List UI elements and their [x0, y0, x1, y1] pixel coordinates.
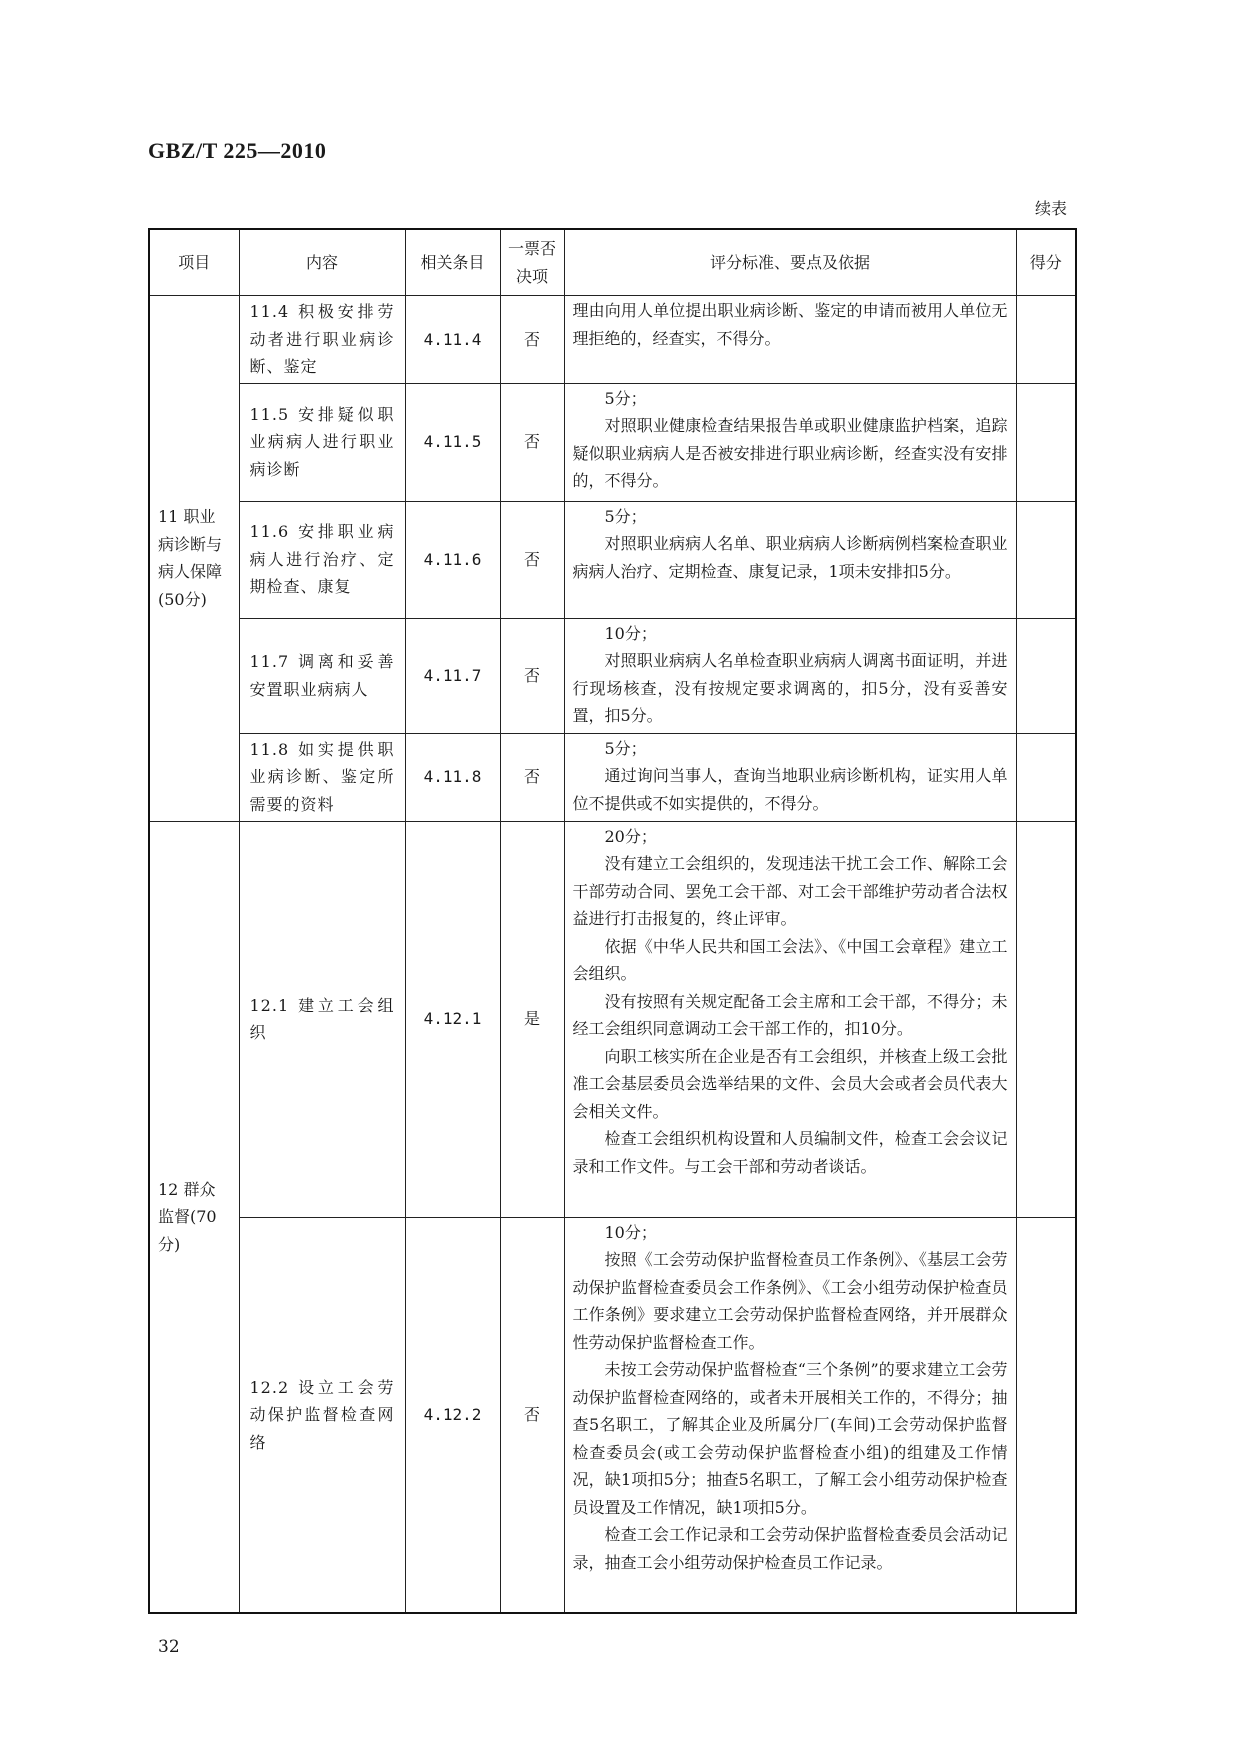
- clause-cell: 4.11.8: [405, 733, 500, 821]
- criteria-paragraph: 没有按照有关规定配备工会主席和工会干部，不得分；未经工会组织同意调动工会干部工作的，扣10分。: [572, 991, 1008, 1039]
- table-row: [149, 383, 1076, 501]
- criteria-cell: [564, 501, 1016, 618]
- table-row: [149, 821, 1076, 1217]
- criteria-paragraph: 检查工会组织机构设置和人员编制文件，检查工会会议记录和工作文件。与工会干部和劳动者谈话。: [572, 1129, 1008, 1176]
- table-row: [149, 733, 1076, 821]
- clause-cell: 4.12.1: [405, 821, 500, 1217]
- criteria-paragraph: 对照职业健康检查结果报告单或职业健康监护档案，追踪疑似职业病病人是否被安排进行职业病诊断，经查实没有安排的，不得分。: [572, 416, 1008, 491]
- clause-cell: 4.11.7: [405, 618, 500, 733]
- content-cell: 11.6 安排职业病病人进行治疗、定期检查、康复: [239, 501, 405, 618]
- criteria-paragraph: 20分；: [604, 826, 657, 846]
- score-cell: [1016, 383, 1076, 501]
- criteria-paragraph: 5分；: [604, 738, 647, 758]
- header-score: 得分: [1016, 229, 1076, 296]
- scoring-table: [148, 228, 1077, 1614]
- criteria-paragraph: 向职工核实所在企业是否有工会组织，并核查上级工会批准工会基层委员会选举结果的文件、会员大会或者会员代表大会相关文件。: [572, 1046, 1008, 1121]
- criteria-cell: [564, 821, 1016, 1217]
- criteria-paragraph: 检查工会工作记录和工会劳动保护监督检查委员会活动记录，抽查工会小组劳动保护检查员工作记录。: [572, 1525, 1008, 1572]
- criteria-paragraph: 按照《工会劳动保护监督检查员工作条例》、《基层工会劳动保护监督检查委员会工作条例》、《工会小组劳动保护检查员工作条例》要求建立工会劳动保护监督检查网络，并开展群众性劳动保护监督检查工作。: [572, 1250, 1008, 1352]
- score-cell: [1016, 1217, 1076, 1613]
- content-cell: 12.1 建立工会组织: [239, 821, 405, 1217]
- veto-cell: 是: [500, 821, 564, 1217]
- table-row: [149, 1217, 1076, 1613]
- veto-cell: 否: [500, 383, 564, 501]
- header-criteria: 评分标准、要点及依据: [564, 229, 1016, 296]
- criteria-paragraph: 5分；: [604, 388, 647, 408]
- content-cell: 11.4 积极安排劳动者进行职业病诊断、鉴定: [239, 296, 405, 384]
- criteria-paragraph: 对照职业病病人名单、职业病病人诊断病例档案检查职业病病人治疗、定期检查、康复记录，1项未安排扣5分。: [572, 534, 1008, 581]
- content-cell: 12.2 设立工会劳动保护监督检查网络: [239, 1217, 405, 1613]
- project-cell: 11 职业病诊断与病人保障(50分): [149, 296, 239, 822]
- score-cell: [1016, 296, 1076, 384]
- content-cell: 11.7 调离和妥善安置职业病病人: [239, 618, 405, 733]
- criteria-cell: [564, 618, 1016, 733]
- veto-cell: 否: [500, 501, 564, 618]
- table-row: [149, 296, 1076, 384]
- table-row: [149, 618, 1076, 733]
- criteria-paragraph: 对照职业病病人名单检查职业病病人调离书面证明，并进行现场核查，没有按规定要求调离的，扣5分，没有妥善安置，扣5分。: [572, 651, 1008, 726]
- veto-cell: 否: [500, 296, 564, 384]
- header-veto: 一票否决项: [500, 229, 564, 296]
- criteria-cell: [564, 1217, 1016, 1613]
- continued-label: 续表: [1035, 199, 1068, 218]
- header-clause: 相关条目: [405, 229, 500, 296]
- content-cell: 11.5 安排疑似职业病病人进行职业病诊断: [239, 383, 405, 501]
- score-cell: [1016, 733, 1076, 821]
- header-content: 内容: [239, 229, 405, 296]
- content-cell: 11.8 如实提供职业病诊断、鉴定所需要的资料: [239, 733, 405, 821]
- clause-cell: 4.12.2: [405, 1217, 500, 1613]
- document-code: GBZ/T 225—2010: [148, 138, 327, 163]
- table-row: [149, 501, 1076, 618]
- criteria-paragraph: 5分；: [604, 506, 647, 526]
- veto-cell: 否: [500, 1217, 564, 1613]
- criteria-cell: [564, 296, 1016, 384]
- veto-cell: 否: [500, 733, 564, 821]
- clause-cell: 4.11.4: [405, 296, 500, 384]
- clause-cell: 4.11.6: [405, 501, 500, 618]
- header-project: 项目: [149, 229, 239, 296]
- criteria-paragraph: 10分；: [604, 623, 657, 643]
- project-cell: 12 群众监督(70分): [149, 821, 239, 1613]
- score-cell: [1016, 501, 1076, 618]
- criteria-paragraph: 通过询问当事人，查询当地职业病诊断机构，证实用人单位不提供或不如实提供的，不得分。: [572, 766, 1008, 813]
- criteria-paragraph: 理由向用人单位提出职业病诊断、鉴定的申请而被用人单位无理拒绝的，经查实，不得分。: [572, 301, 1008, 348]
- table-header-row: [149, 229, 1076, 296]
- page-number: 32: [158, 1637, 180, 1657]
- veto-cell: 否: [500, 618, 564, 733]
- criteria-paragraph: 没有建立工会组织的，发现违法干扰工会工作、解除工会干部劳动合同、罢免工会干部、对工会干部维护劳动者合法权益进行打击报复的，终止评审。: [572, 854, 1008, 929]
- criteria-paragraph: 未按工会劳动保护监督检查“三个条例”的要求建立工会劳动保护监督检查网络的，或者未开展相关工作的，不得分；抽查5名职工，了解其企业及所属分厂(车间)工会劳动保护监督检查委员会(或工会劳动保护监督检查小组)的组建及工作情况，缺1项扣5分；抽查5名职工，了解工会小组劳动保护检查员设置及工作情况，缺1项扣5分。: [572, 1360, 1008, 1517]
- score-cell: [1016, 618, 1076, 733]
- clause-cell: 4.11.5: [405, 383, 500, 501]
- criteria-paragraph: 10分；: [604, 1222, 657, 1242]
- criteria-cell: [564, 383, 1016, 501]
- criteria-cell: [564, 733, 1016, 821]
- criteria-paragraph: 依据《中华人民共和国工会法》、《中国工会章程》建立工会组织。: [572, 936, 1008, 984]
- score-cell: [1016, 821, 1076, 1217]
